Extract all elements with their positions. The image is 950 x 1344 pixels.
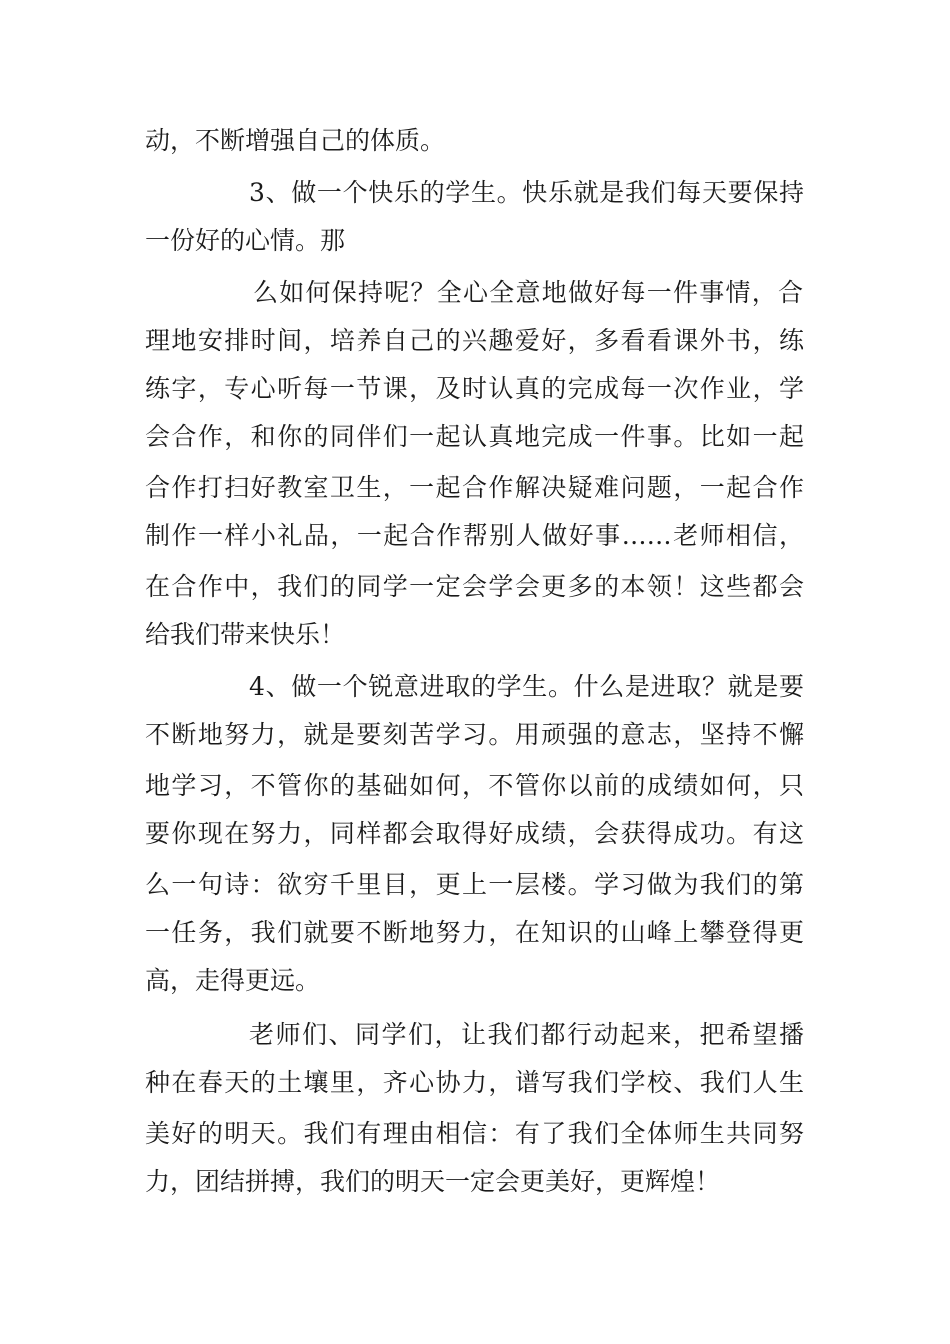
text-line: 一份好的心情。那 bbox=[145, 226, 346, 255]
text-line: 力，团结拼搏，我们的明天一定会更美好，更辉煌！ bbox=[145, 1167, 721, 1196]
text-line: 一任务，我们就要不断地努力，在知识的山峰上攀登得更 bbox=[145, 918, 804, 947]
text-line: 么一句诗：欲穷千里目，更上一层楼。学习做为我们的第 bbox=[145, 870, 804, 899]
text-line: 么如何保持呢？全心全意地做好每一件事情，合 bbox=[253, 278, 803, 307]
text-line: 制作一样小礼品，一起合作帮别人做好事……老师相信， bbox=[145, 521, 804, 550]
text-line: 高，走得更远。 bbox=[145, 966, 321, 995]
text-line: 4、做一个锐意进取的学生。什么是进取？就是要 bbox=[249, 672, 804, 701]
text-line: 练字，专心听每一节课，及时认真的完成每一次作业，学 bbox=[145, 374, 804, 403]
text-line: 合作打扫好教室卫生，一起合作解决疑难问题，一起合作 bbox=[145, 473, 804, 502]
text-line: 在合作中，我们的同学一定会学会更多的本领！这些都会 bbox=[145, 572, 804, 601]
text-line: 不断地努力，就是要刻苦学习。用顽强的意志，坚持不懈 bbox=[145, 720, 804, 749]
text-line: 理地安排时间，培养自己的兴趣爱好，多看看课外书，练 bbox=[145, 326, 804, 355]
text-line: 地学习，不管你的基础如何，不管你以前的成绩如何，只 bbox=[145, 771, 804, 800]
text-line: 会合作，和你的同伴们一起认真地完成一件事。比如一起 bbox=[145, 422, 804, 451]
text-line: 美好的明天。我们有理由相信：有了我们全体师生共同努 bbox=[145, 1119, 804, 1148]
text-line: 种在春天的土壤里，齐心协力，谱写我们学校、我们人生 bbox=[145, 1068, 804, 1097]
text-line: 动，不断增强自己的体质。 bbox=[145, 126, 446, 155]
text-line: 给我们带来快乐！ bbox=[145, 620, 346, 649]
text-line: 要你现在努力，同样都会取得好成绩，会获得成功。有这 bbox=[145, 819, 804, 848]
text-line: 3、做一个快乐的学生。快乐就是我们每天要保持 bbox=[249, 178, 804, 207]
text-line: 老师们、同学们，让我们都行动起来，把希望播 bbox=[249, 1020, 804, 1049]
